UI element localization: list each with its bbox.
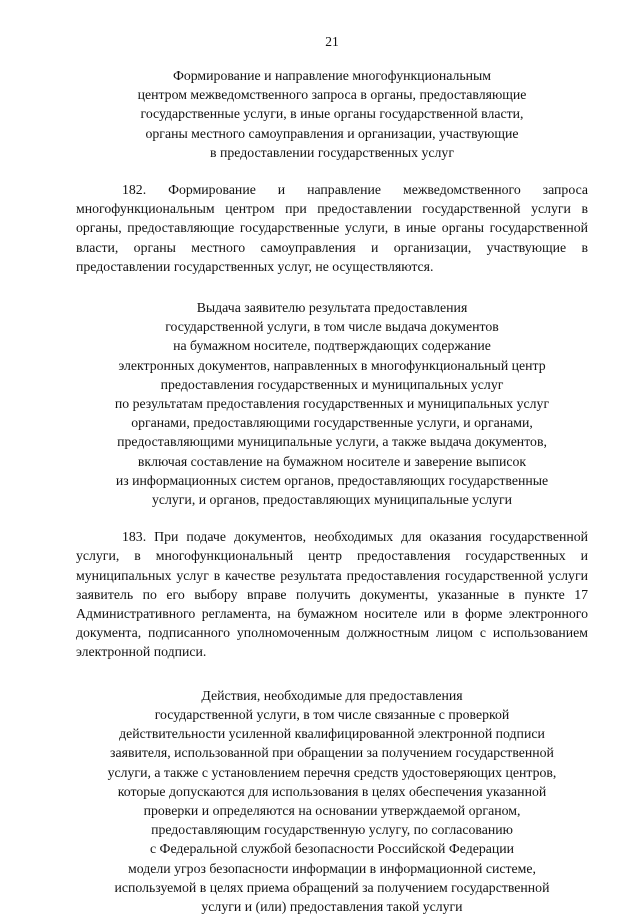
heading-line: услуги, а также с установлением перечня средств удостоверяющих центров,	[107, 764, 557, 780]
heading-line: государственной услуги, в том числе связанные с проверкой	[154, 706, 510, 722]
section-heading-signature-verification	[76, 686, 588, 916]
section-heading-mfc-request	[76, 66, 588, 162]
heading-line: услуги и (или) предоставления такой услуги	[201, 898, 463, 914]
heading-line: на бумажном носителе, подтверждающих содержание	[173, 338, 491, 354]
heading-line: предоставляющими муниципальные услуги, а также выдача документов,	[117, 434, 547, 450]
heading-line: органы местного самоуправления и организации, участвующие	[145, 125, 519, 141]
heading-line: органами, предоставляющими государственные услуги, и органами,	[131, 415, 533, 431]
heading-line: Выдача заявителю результата предоставления	[196, 300, 468, 316]
paragraph-182: 182. Формирование и направление межведомственного запроса многофункциональным центром при предоставлении государственной услуги в органы, предоставляющие государственные услуги, в иные органы государственной власти, органы местного самоуправления и организации, участвующие в предоставлении государственных услуг, не осуществляются.	[76, 182, 588, 274]
heading-line: действительности усиленной квалифицированной электронной подписи	[119, 726, 545, 742]
heading-line: используемой в целях приема обращений за получением государственной	[114, 879, 550, 895]
heading-line: с Федеральной службой безопасности Российской Федерации	[149, 841, 515, 857]
heading-line: предоставляющим государственную услугу, по согласованию	[151, 822, 513, 838]
heading-line: государственные услуги, в иные органы государственной власти,	[140, 106, 524, 122]
heading-line: которые допускаются для использования в целях обеспечения указанной	[117, 783, 547, 799]
section-heading-result-issuance	[76, 298, 588, 509]
heading-line: включая составление на бумажном носителе и заверение выписок	[137, 453, 527, 469]
paragraph-183: 183. При подаче документов, необходимых для оказания государственной услуги, в многофункциональный центр предоставления государственных и муниципальных услуг в качестве результата предоставления государственной услуги заявитель по его выбору вправе получить документы, указанные в пункте 17 Административного регламента, на бумажном носителе или в форме электронного документа, подписанного уполномоченным должностным лицом с использованием электронной подписи.	[76, 529, 588, 660]
heading-line: центром межведомственного запроса в органы, предоставляющие	[137, 87, 527, 103]
page-number: 21	[325, 34, 339, 49]
heading-line: электронных документов, направленных в многофункциональный центр	[118, 357, 546, 373]
heading-line: проверки и определяются на основании утверждаемой органом,	[143, 802, 521, 818]
heading-line: в предоставлении государственных услуг	[210, 144, 454, 160]
heading-line: услуги, и органов, предоставляющих муниципальные услуги	[151, 492, 513, 508]
heading-line: модели угроз безопасности информации в информационной системе,	[128, 860, 536, 876]
heading-line: заявителя, использованной при обращении за получением государственной	[110, 745, 554, 761]
heading-line: Формирование и направление многофункциональным	[172, 68, 492, 83]
heading-line: из информационных систем органов, предоставляющих государственные	[115, 472, 549, 488]
heading-line: по результатам предоставления государственных и муниципальных услуг	[114, 396, 550, 412]
heading-line: предоставления государственных и муниципальных услуг	[160, 376, 504, 392]
heading-line: государственной услуги, в том числе выдача документов	[165, 319, 499, 335]
heading-line: Действия, необходимые для предоставления	[201, 687, 463, 703]
